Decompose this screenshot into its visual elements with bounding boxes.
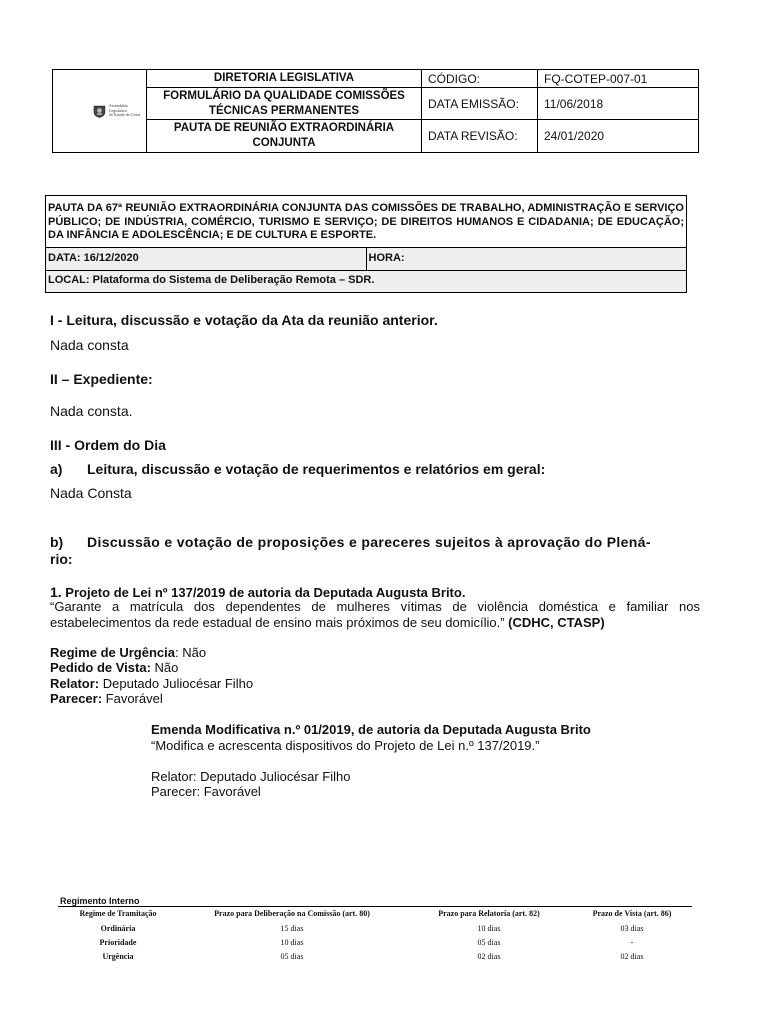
pauta-hora: HORA: [366, 247, 687, 270]
section-1-text: Nada consta [50, 337, 129, 353]
formulario-label: FORMULÁRIO DA QUALIDADE COMISSÕES TÉCNICAS PERMANENTES [147, 88, 422, 120]
pl-vista [50, 660, 700, 676]
pauta-title: PAUTA DA 67ª REUNIÃO EXTRAORDINÁRIA CONJUNTA DAS COMISSÕES DE TRABALHO, ADMINISTRAÇÃO E SERVIÇO PÚBLICO; DE INDÚSTRIA, COMÉRCIO, TURISMO E SERVIÇO; DE DIREITOS HUMANOS E CIDADANIA; DE EDUCAÇÃO; DA INFÂNCIA E ADOLESCÊNCIA; E DE CULTURA E ESPORTE. [46, 196, 687, 248]
document-header-table [52, 69, 699, 153]
emenda-title: Emenda Modificativa n.º 01/2019, de autoria da Deputada Augusta Brito [151, 722, 591, 737]
prazo-relatoria-cell: 02 dias [477, 952, 501, 961]
prazo-vista-cell: 02 dias [620, 952, 644, 961]
regimento-header: Prazo para Relatoria (art. 82) [438, 909, 540, 918]
item-a-text: Nada Consta [50, 485, 132, 501]
pl-relator [50, 676, 700, 692]
regimento-header: Prazo de Vista (art. 86) [592, 909, 672, 918]
vista-label: Pedido de Vista: [50, 660, 151, 675]
relator-value: Deputado Juliocésar Filho [99, 676, 254, 691]
pauta-data: DATA: 16/12/2020 [46, 247, 367, 270]
emenda-parecer: Parecer: Favorável [151, 784, 261, 799]
item-b-title-continued: rio: [50, 551, 73, 567]
pl-number: 1. [50, 584, 62, 600]
prazo-vista-cell: 03 dias [620, 924, 644, 933]
prazo-vista-cell: - [630, 938, 634, 947]
table-row [58, 922, 692, 936]
codigo-label: CÓDIGO: [422, 70, 538, 88]
item-a-title: Leitura, discussão e votação de requerimentos e relatórios em geral: [87, 461, 546, 477]
item-b-heading [50, 534, 700, 550]
pl-parecer [50, 691, 700, 707]
regime-cell: Prioridade [99, 938, 137, 947]
revisao-label: DATA REVISÃO: [422, 120, 538, 153]
regime-cell: Urgência [102, 952, 134, 961]
section-3-title: III - Ordem do Dia [50, 437, 166, 453]
pauta-local [46, 270, 687, 292]
pauta-box [45, 195, 687, 293]
relator-label: Relator: [50, 676, 100, 691]
item-a-marker: a) [50, 461, 63, 477]
emissao-label: DATA EMISSÃO: [422, 88, 538, 120]
pl-ementa-block [50, 599, 700, 631]
item-b-marker: b) [50, 534, 64, 550]
pl-ementa: “Garante a matrícula dos dependentes de mulheres vítimas de violência doméstica e familiar nos estabelecimentos da rede estadual de ensino mais próximos de seu domicílio.” [50, 599, 700, 630]
urgencia-value: : Não [175, 645, 207, 660]
prazo-deliberacao-cell: 10 dias [280, 938, 304, 947]
prazo-deliberacao-cell: 15 dias [280, 924, 304, 933]
codigo-value: FQ-COTEP-007-01 [538, 70, 699, 88]
section-2-text: Nada consta. [50, 403, 133, 419]
assembly-logo [53, 104, 146, 118]
item-b-title: Discussão e votação de proposições e pareceres sujeitos à aprovação do Plená- [87, 534, 651, 550]
pl-comissoes: (CDHC, CTASP) [508, 615, 605, 630]
regimento-header-row [58, 908, 692, 922]
regime-cell: Ordinária [100, 924, 136, 933]
parecer-value: Favorável [102, 691, 163, 706]
local-label: LOCAL: [48, 274, 90, 287]
section-2-title: II – Expediente: [50, 371, 153, 387]
vista-value: Não [150, 660, 179, 675]
pauta-tipo-label: PAUTA DE REUNIÃO EXTRAORDINÁRIA CONJUNTA [147, 120, 422, 153]
pl-urgencia [50, 645, 700, 661]
parecer-label: Parecer: [50, 691, 103, 706]
pl-title: Projeto de Lei nº 137/2019 de autoria da Deputada Augusta Brito. [61, 585, 466, 600]
emenda-text: “Modifica e acrescenta dispositivos do Projeto de Lei n.º 137/2019.” [151, 738, 540, 753]
prazo-relatoria-cell: 05 dias [477, 938, 501, 947]
logo-text: Assembleia Legislativa do Estado do Ceará [108, 103, 141, 118]
urgencia-label: Regime de Urgência [50, 645, 175, 660]
item-a-heading [50, 461, 700, 477]
local-value: Plataforma do Sistema de Deliberação Remota – SDR. [89, 274, 375, 287]
regimento-title: Regimento Interno [60, 896, 140, 906]
prazo-deliberacao-cell: 05 dias [280, 952, 304, 961]
regimento-divider [58, 906, 692, 907]
table-row [58, 936, 692, 950]
crest-icon [93, 105, 106, 118]
diretoria-label: DIRETORIA LEGISLATIVA [147, 70, 422, 88]
revisao-value: 24/01/2020 [538, 120, 699, 153]
emenda-relator: Relator: Deputado Juliocésar Filho [151, 769, 351, 784]
section-1-title: I - Leitura, discussão e votação da Ata da reunião anterior. [50, 312, 438, 328]
regimento-table [58, 908, 692, 964]
regimento-header: Regime de Tramitação [79, 909, 157, 918]
prazo-relatoria-cell: 10 dias [477, 924, 501, 933]
logo-cell [53, 70, 147, 153]
emissao-value: 11/06/2018 [538, 88, 699, 120]
table-row [58, 950, 692, 964]
regimento-header: Prazo para Deliberação na Comissão (art. 80) [214, 909, 370, 918]
